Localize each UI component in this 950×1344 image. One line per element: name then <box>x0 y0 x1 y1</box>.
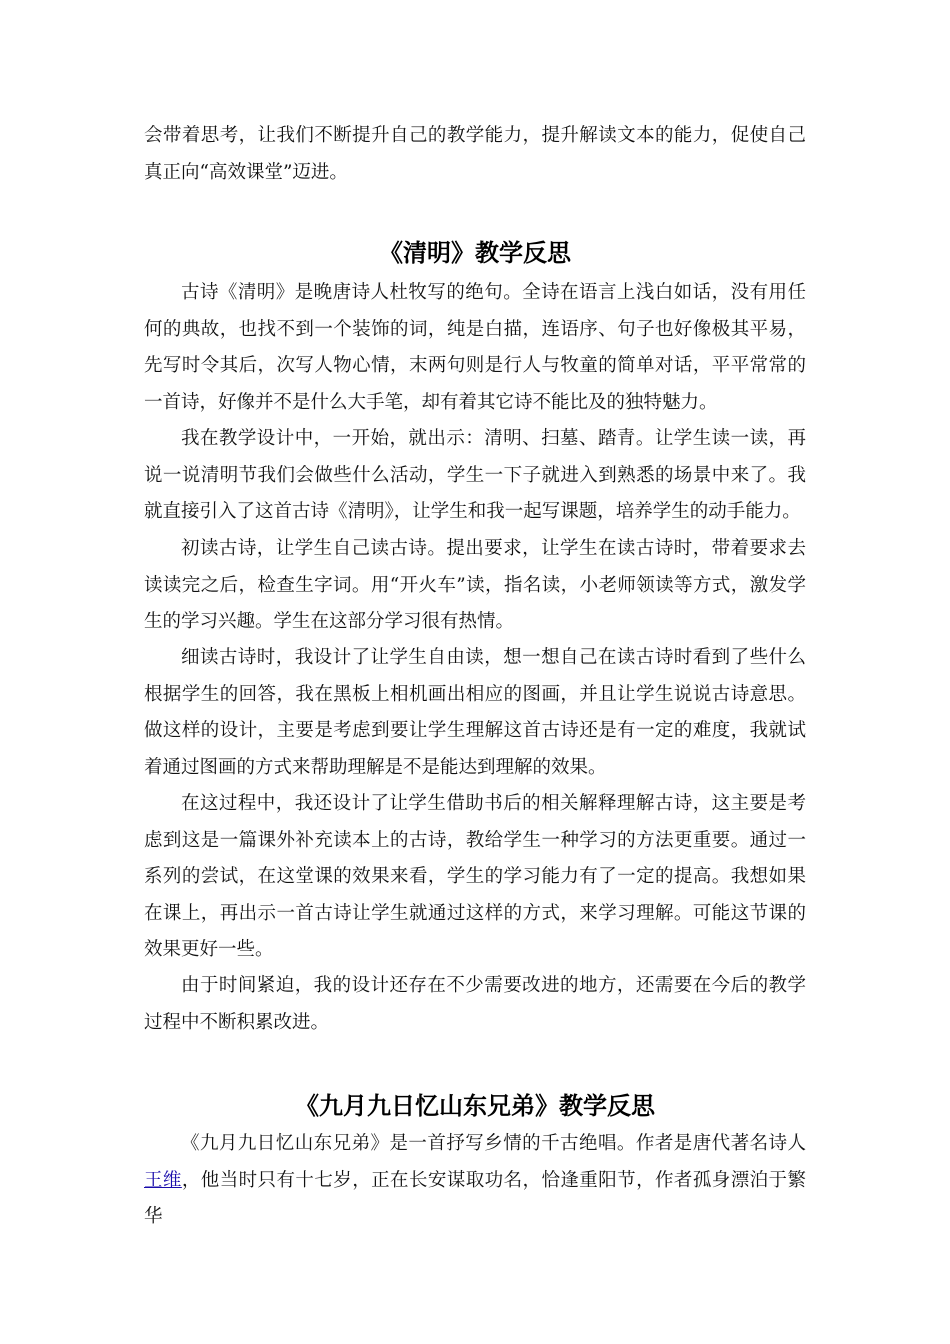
jiuyue-text-after-link: ，他当时只有十七岁，正在长安谋取功名，恰逢重阳节，作者孤身漂泊于繁华 <box>144 1169 806 1227</box>
jiuyue-text-before-link: 《九月九日忆山东兄弟》是一首抒写乡情的千古绝唱。作者是唐代著名诗人 <box>181 1133 806 1154</box>
qingming-paragraph-1: 古诗《清明》是晚唐诗人杜牧写的绝句。全诗在语言上浅白如话，没有用任何的典故，也找不到一个装饰的词，纯是白描，连语序、句子也好像极其平易，先写时令其后，次写人物心情，末两句则是行人与牧童的简单对话，平平常常的一首诗，好像并不是什么大手笔，却有着其它诗不能比及的独特魅力。 <box>144 282 806 413</box>
section-title-jiuyue: 《九月九日忆山东兄弟》教学反思 <box>295 1092 655 1120</box>
wangwei-link[interactable]: 王维 <box>144 1169 182 1191</box>
qingming-paragraph-5: 在这过程中，我还设计了让学生借助书后的相关解释理解古诗，这主要是考虑到这是一篇课外补充读本上的古诗，教给学生一种学习的方法更重要。通过一系列的尝试，在这堂课的效果来看，学生的学习能力有了一定的提高。我想如果在课上，再出示一首古诗让学生就通过这样的方式，来学习理解。可能这节课的效果更好一些。 <box>144 793 806 960</box>
intro-paragraph: 会带着思考，让我们不断提升自己的教学能力，提升解读文本的能力，促使自己真正向“高效课堂”迈进。 <box>144 125 806 183</box>
qingming-paragraph-6: 由于时间紧迫，我的设计还存在不少需要改进的地方，还需要在今后的教学过程中不断积累改进。 <box>144 975 806 1033</box>
section-title-qingming: 《清明》教学反思 <box>379 239 571 267</box>
qingming-paragraph-3: 初读古诗，让学生自己读古诗。提出要求，让学生在读古诗时，带着要求去读读完之后，检查生字词。用“开火车”读，指名读，小老师领读等方式，激发学生的学习兴趣。学生在这部分学习很有热情。 <box>144 538 806 632</box>
qingming-paragraph-2: 我在教学设计中，一开始，就出示：清明、扫墓、踏青。让学生读一读，再说一说清明节我们会做些什么活动，学生一下子就进入到熟悉的场景中来了。我就直接引入了这首古诗《清明》，让学生和我一起写课题，培养学生的动手能力。 <box>144 428 806 522</box>
jiuyue-paragraph-1 <box>144 1126 806 1236</box>
qingming-paragraph-4: 细读古诗时，我设计了让学生自由读，想一想自己在读古诗时看到了些什么根据学生的回答，我在黑板上相机画出相应的图画，并且让学生说说古诗意思。做这样的设计，主要是考虑到要让学生理解这首古诗还是有一定的难度，我就试着通过图画的方式来帮助理解是不是能达到理解的效果。 <box>144 647 806 778</box>
